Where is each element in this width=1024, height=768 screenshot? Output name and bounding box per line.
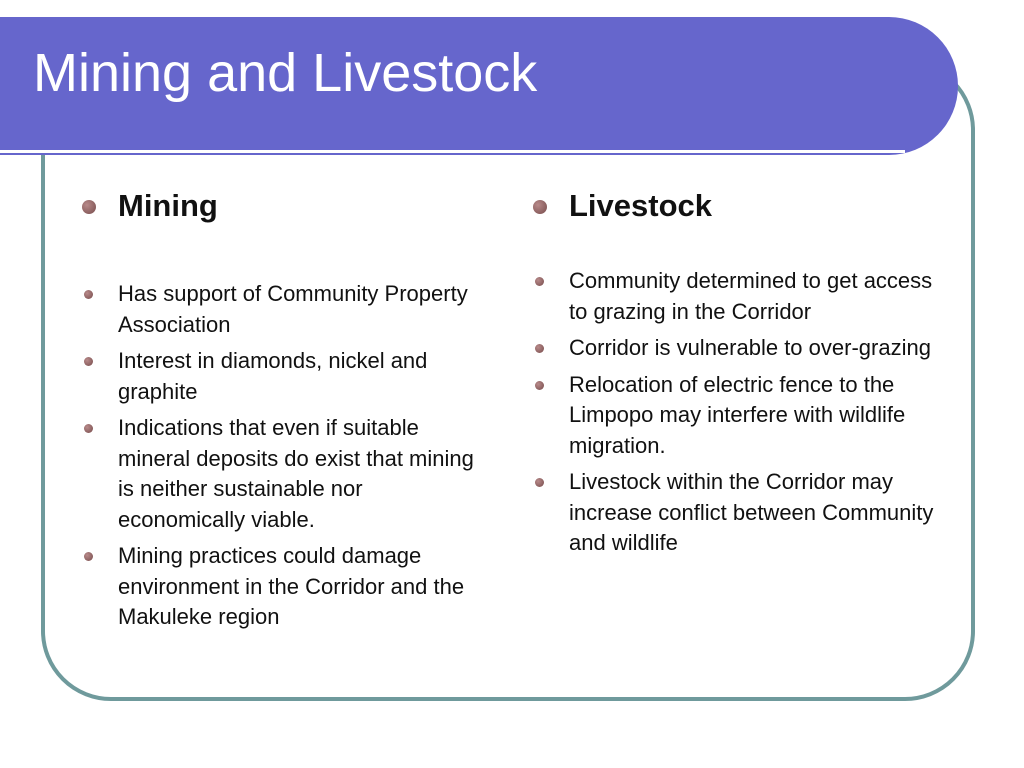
list-item-text: Corridor is vulnerable to over-grazing <box>569 335 931 360</box>
list-item <box>82 279 492 340</box>
livestock-list <box>533 266 943 559</box>
bullet-icon <box>535 381 544 390</box>
bullet-icon <box>535 478 544 487</box>
livestock-column <box>533 186 943 565</box>
list-item <box>82 346 492 407</box>
list-item <box>533 266 943 327</box>
mining-heading-text: Mining <box>118 188 218 223</box>
bullet-icon <box>82 200 96 214</box>
list-item <box>82 413 492 535</box>
bullet-icon <box>84 357 93 366</box>
list-item <box>533 333 943 364</box>
list-item-text: Community determined to get access to grazing in the Corridor <box>569 268 933 324</box>
list-item <box>82 541 492 633</box>
bullet-icon <box>535 344 544 353</box>
mining-list <box>82 279 492 633</box>
list-item-text: Relocation of electric fence to the Limpopo may interfere with wildlife migration. <box>569 371 906 458</box>
livestock-heading-text: Livestock <box>569 188 713 223</box>
list-item-text: Has support of Community Property Association <box>118 281 468 337</box>
mining-column <box>82 186 492 639</box>
title-underline <box>0 150 905 153</box>
list-item-text: Interest in diamonds, nickel and graphite <box>118 348 428 404</box>
bullet-icon <box>535 277 544 286</box>
list-item <box>533 370 943 462</box>
bullet-icon <box>84 290 93 299</box>
list-item-text: Indications that even if suitable mineral deposits do exist that mining is neither sustainable nor economically viable. <box>118 415 474 532</box>
list-item-text: Mining practices could damage environment in the Corridor and the Makuleke region <box>118 543 465 629</box>
list-item-text: Livestock within the Corridor may increase conflict between Community and wildlife <box>569 469 934 555</box>
mining-heading <box>82 186 492 226</box>
livestock-heading <box>533 186 943 226</box>
slide-title: Mining and Livestock <box>33 43 538 103</box>
bullet-icon <box>84 552 93 561</box>
list-item <box>533 467 943 559</box>
bullet-icon <box>533 200 547 214</box>
bullet-icon <box>84 424 93 433</box>
